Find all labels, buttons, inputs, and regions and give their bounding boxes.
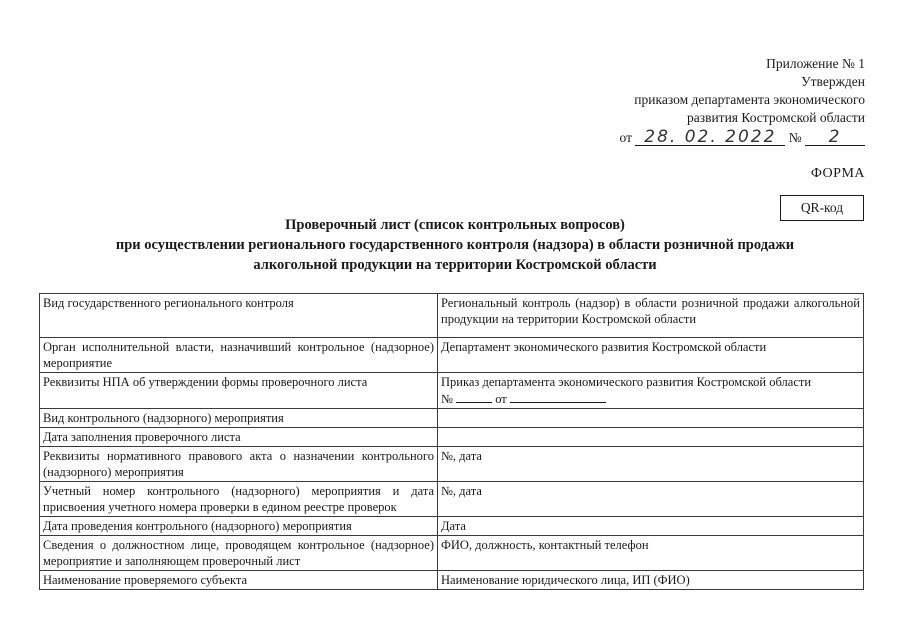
table-row — [40, 294, 864, 338]
table-row — [40, 338, 864, 373]
table-row — [40, 482, 864, 517]
title-line-1: Проверочный лист (список контрольных вопросов) — [285, 217, 625, 233]
row-value — [438, 409, 864, 428]
table-row — [40, 447, 864, 482]
table-row — [40, 409, 864, 428]
title-line-2: при осуществлении регионального государственного контроля (надзора) в области розничной продажи — [115, 237, 795, 253]
number-label: № — [788, 130, 802, 145]
row-label: Реквизиты НПА об утверждении формы проверочного листа — [40, 373, 438, 409]
row-value: Дата — [438, 517, 864, 536]
table-row — [40, 373, 864, 409]
row-label: Орган исполнительной власти, назначивший контрольное (надзорное) мероприятие — [40, 338, 438, 373]
order-line-2: развития Костромской области — [687, 110, 865, 125]
row-label: Сведения о должностном лице, проводящем контрольное (надзорное) мероприятие и заполняющем проверочный лист — [40, 536, 438, 571]
order-date-number-line — [620, 129, 866, 147]
row-value-number-label: № — [441, 392, 453, 406]
row-label: Реквизиты нормативного правового акта о назначении контрольного (надзорного) мероприятия — [40, 447, 438, 482]
table-row — [40, 428, 864, 447]
row-value: №, дата — [438, 447, 864, 482]
approval-block — [620, 55, 866, 147]
row-label: Учетный номер контрольного (надзорного) мероприятия и дата присвоения учетного номера проверки в едином реестре проверок — [40, 482, 438, 517]
qr-code-box: QR-код — [780, 195, 864, 221]
table-row — [40, 536, 864, 571]
row-label: Вид контрольного (надзорного) мероприятия — [40, 409, 438, 428]
from-label: от — [619, 130, 632, 145]
row-value: №, дата — [438, 482, 864, 517]
document-title — [60, 215, 850, 275]
handwritten-date: 28. 02. 2022 — [635, 129, 785, 146]
row-value — [438, 373, 864, 409]
table-row — [40, 517, 864, 536]
row-label: Вид государственного регионального контроля — [40, 294, 438, 338]
table-row — [40, 571, 864, 590]
appendix-number: Приложение № 1 — [766, 56, 865, 71]
row-label: Дата проведения контрольного (надзорного) мероприятия — [40, 517, 438, 536]
blank-number-line — [456, 390, 492, 403]
approved-label: Утвержден — [801, 74, 865, 89]
checklist-info-table — [39, 293, 864, 590]
handwritten-number: 2 — [805, 129, 865, 146]
row-value: Департамент экономического развития Костромской области — [438, 338, 864, 373]
title-line-3: алкогольной продукции на территории Костромской области — [253, 257, 657, 273]
row-label: Наименование проверяемого субъекта — [40, 571, 438, 590]
blank-date-line — [510, 390, 606, 403]
order-line-1: приказом департамента экономического — [634, 92, 865, 107]
row-value: Наименование юридического лица, ИП (ФИО) — [438, 571, 864, 590]
row-value: ФИО, должность, контактный телефон — [438, 536, 864, 571]
form-label: ФОРМА — [810, 166, 865, 181]
row-value — [438, 428, 864, 447]
row-label: Дата заполнения проверочного листа — [40, 428, 438, 447]
row-value-text: Приказ департамента экономического развития Костромской области — [441, 375, 812, 389]
row-value-from-label: от — [495, 392, 507, 406]
row-value: Региональный контроль (надзор) в области розничной продажи алкогольной продукции на территории Костромской области — [438, 294, 864, 338]
